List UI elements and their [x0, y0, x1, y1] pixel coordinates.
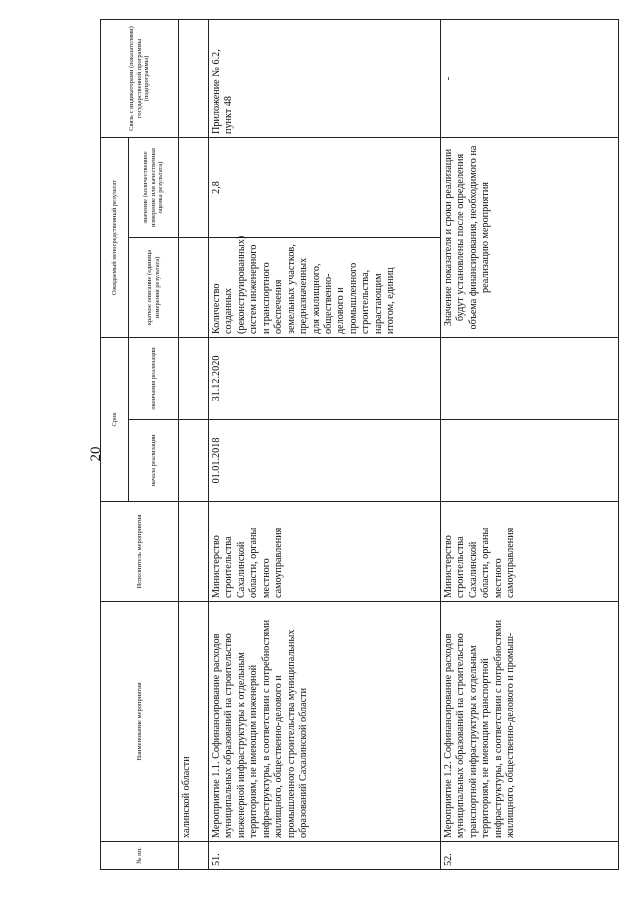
header-num: № пп. — [101, 842, 179, 870]
row-link: - — [441, 20, 619, 138]
continuation-num-cell — [179, 842, 209, 870]
rotated-table-wrapper — [100, 20, 620, 870]
row-name: Мероприятие 1.2. Софинансирование расходов муниципальных образований на строительство транспортной инфраструктуры к отдельным территориям, не имеющим транспортной инфраструктуры, в соответствии с потребностями жилищного, общественно-делового и промыш- — [441, 602, 619, 842]
row-brief: Количество созданных (реконструированных) систем инженерного и транспортного обеспечения земельных участков, предназначенных для жилищного, общественно-делового и промышленного строительства, нарастающим итогом, единиц — [209, 238, 441, 338]
measures-table — [100, 19, 619, 870]
row-name: Мероприятие 1.1. Софинансирование расходов муниципальных образований на строительство инженерной инфраструктуры к отдельным территориям, не имеющим инженерной инфраструктуры, в соответствии с потребностями жилищного, общественно-делового и промышленного строительства муниципальных образований Сахалинской области — [209, 602, 441, 842]
table-row — [209, 20, 441, 870]
row-value: 2,8 — [209, 138, 441, 238]
header-expected: Ожидаемый непосредственный результат — [101, 138, 129, 338]
row-end: 31.12.2020 — [209, 338, 441, 420]
row-result-merged: Значение показателя и сроки реализации будут установлены после определения объема финансирования, необходимого на реализацию мероприятия — [441, 138, 619, 338]
document-frame — [100, 20, 620, 870]
row-executor: Министерство строительства Сахалинской области, органы местного самоуправления — [209, 502, 441, 602]
header-value: значение (количественное измерение или качественная оценка результата) — [129, 138, 179, 238]
continuation-text: халинской области — [179, 602, 209, 842]
row-num: 51. — [209, 842, 441, 870]
header-row-top — [101, 20, 129, 870]
row-num: 52. — [441, 842, 619, 870]
header-end: окончания реализации — [129, 338, 179, 420]
header-brief: краткое описание (единица измерения результата) — [129, 238, 179, 338]
header-start: начала реализации — [129, 420, 179, 502]
row-start: 01.01.2018 — [209, 420, 441, 502]
table-row — [441, 20, 619, 870]
continuation-row — [179, 20, 209, 870]
header-link: Связь с индикаторами (показателями) государственной программы (подпрограммы) — [101, 20, 179, 138]
row-link: Приложение № 6.2, пункт 48 — [209, 20, 441, 138]
page-number: 20 — [88, 446, 104, 462]
header-executor: Исполнитель мероприятия — [101, 502, 179, 602]
header-name: Наименование мероприятия — [101, 602, 179, 842]
header-term: Срок — [101, 338, 129, 502]
row-executor: Министерство строительства Сахалинской области, органы местного самоуправления — [441, 502, 619, 602]
